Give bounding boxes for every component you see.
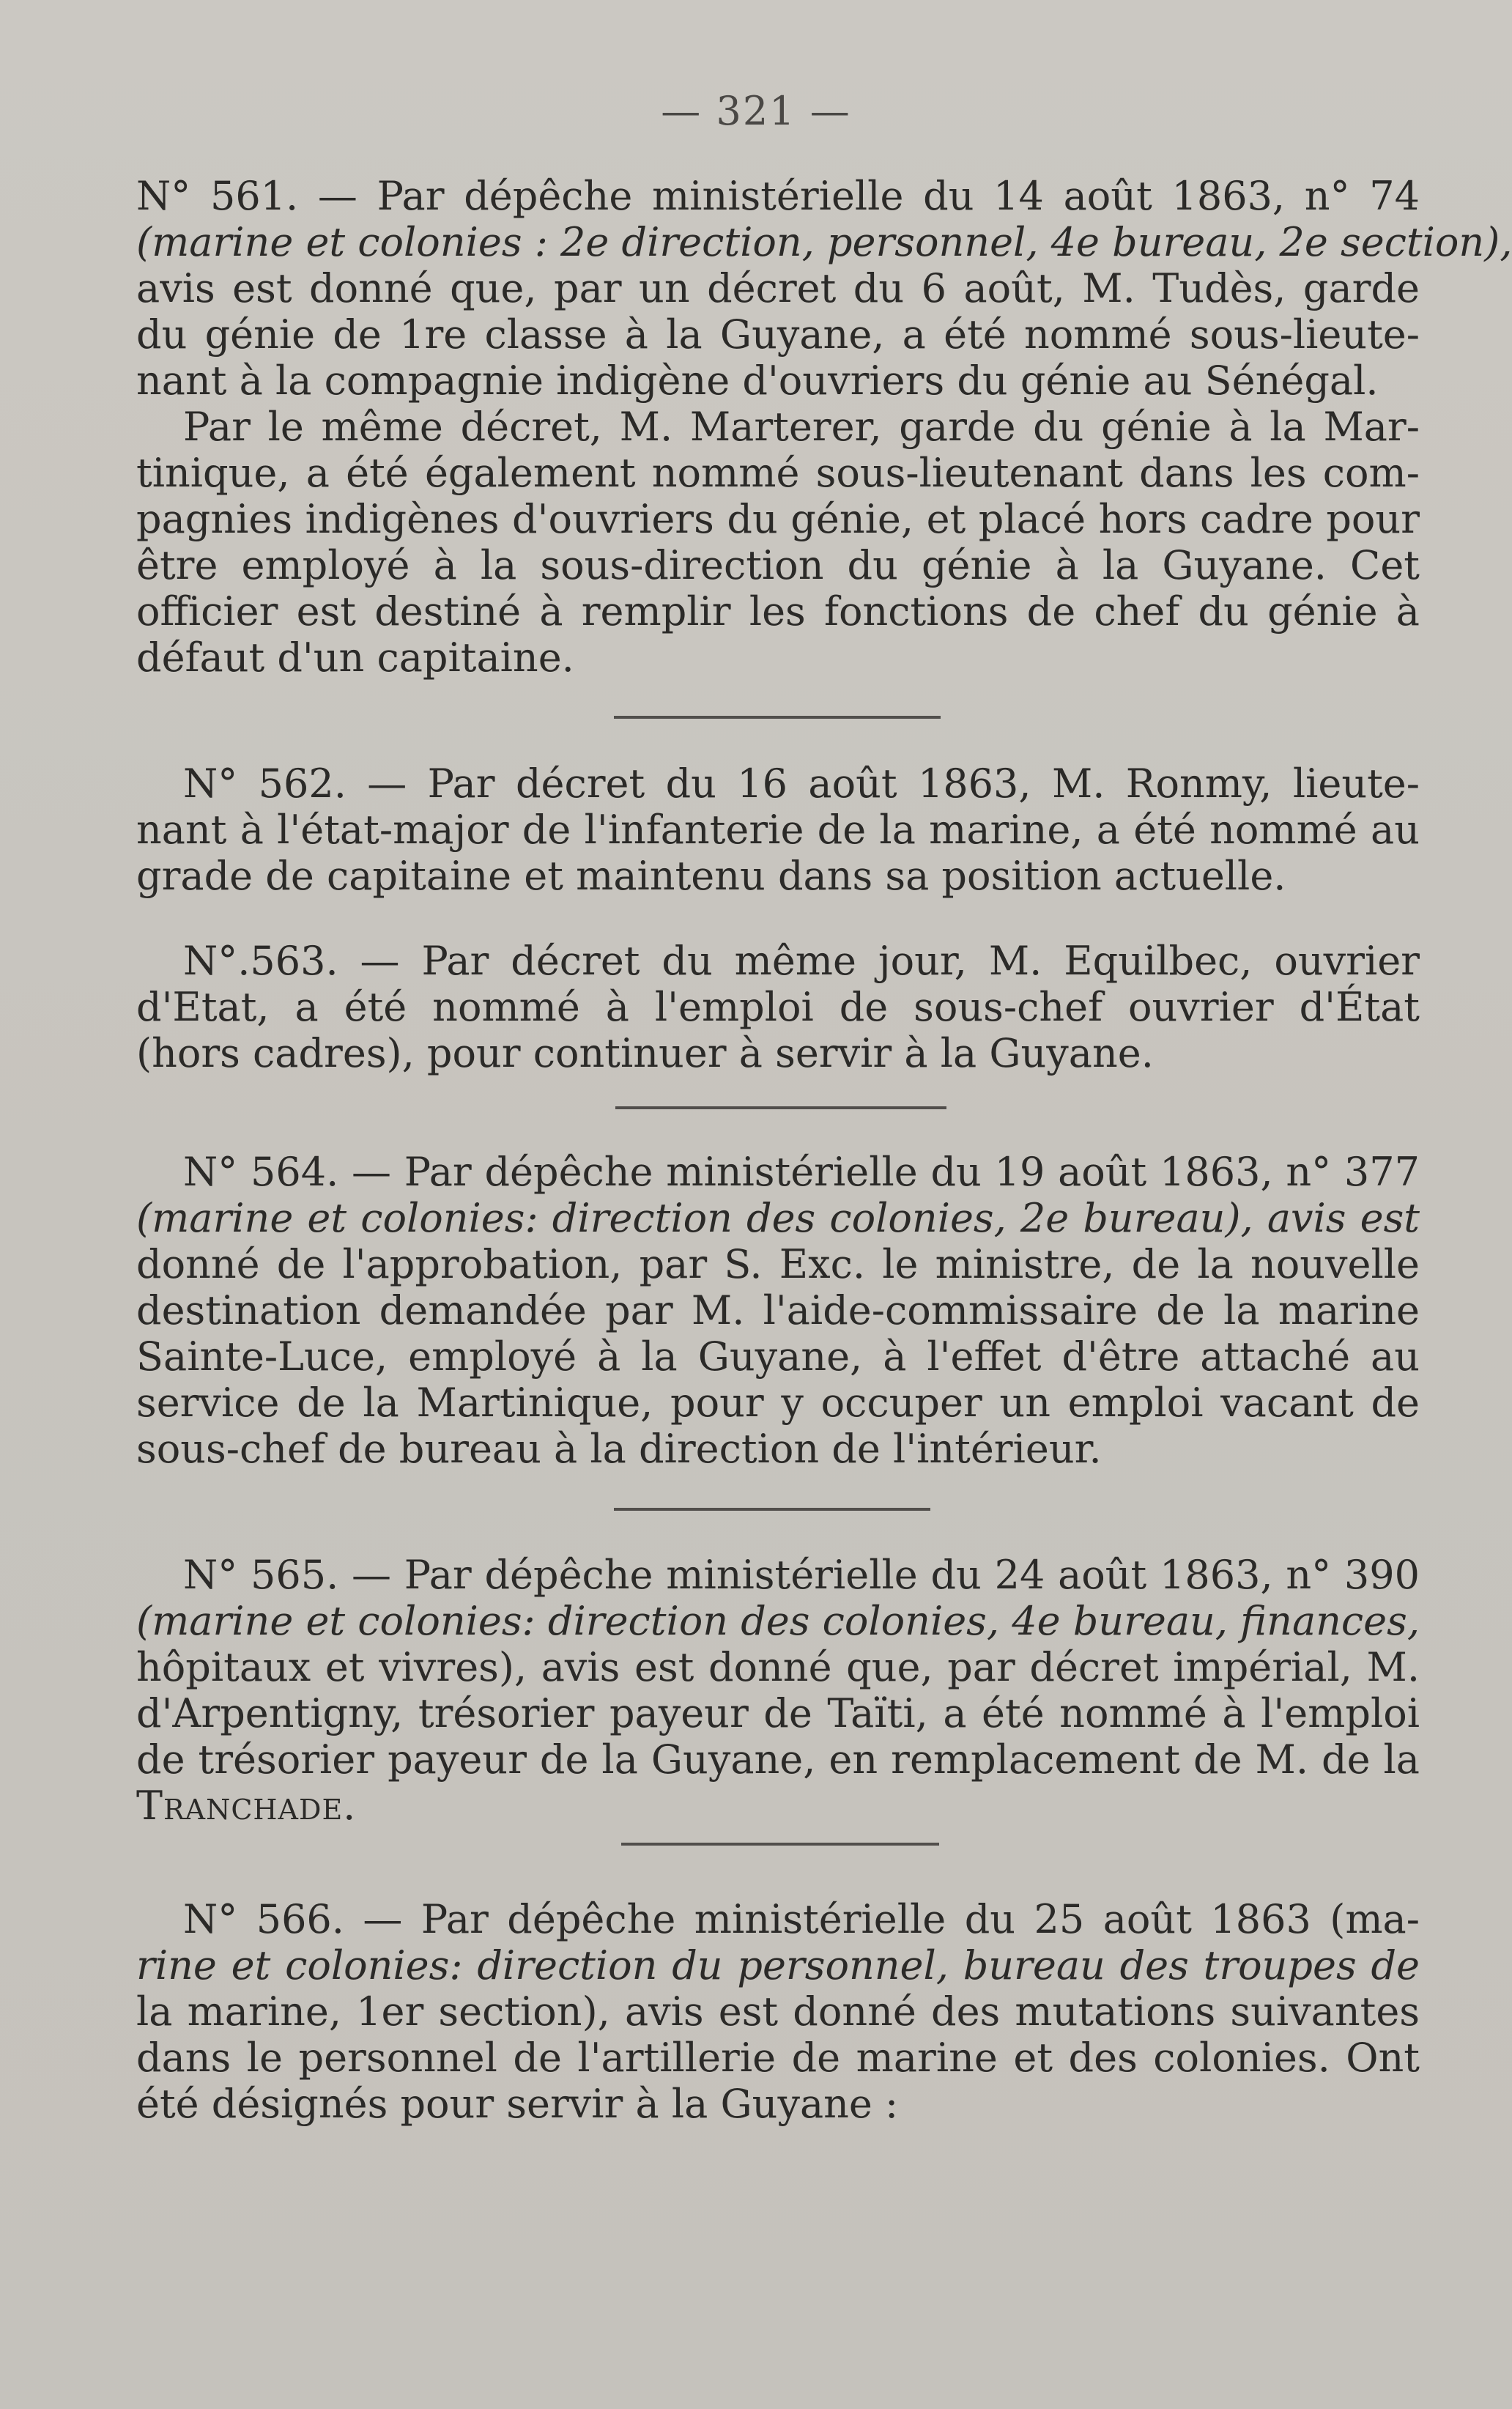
entry-565 — [136, 1552, 1420, 1829]
text-line: N° 561. — Par dépêche ministérielle du 14 août 1863, n° 74 — [136, 173, 1420, 219]
text-line: tinique, a été également nommé sous-lieutenant dans les com- — [136, 450, 1420, 496]
text-line: la marine, 1er section), avis est donné des mutations suivantes — [136, 1988, 1420, 2035]
text-line: d'Etat, a été nommé à l'emploi de sous-chef ouvrier d'État — [136, 984, 1420, 1030]
entry-564 — [136, 1149, 1420, 1472]
entry-561-continued — [136, 404, 1420, 681]
separator-rule — [614, 1508, 930, 1511]
text-line: N° 564. — Par dépêche ministérielle du 19 août 1863, n° 377 — [183, 1149, 1420, 1195]
text-line: N° 562. — Par décret du 16 août 1863, M. Ronmy, lieute- — [183, 761, 1420, 807]
separator-rule — [615, 1106, 946, 1109]
text-line: rine et colonies: direction du personnel, bureau des troupes de — [136, 1942, 1420, 1988]
page-number: — 321 — — [661, 88, 851, 134]
text-line: officier est destiné à remplir les fonctions de chef du génie à — [136, 588, 1420, 634]
text-line: défaut d'un capitaine. — [136, 634, 574, 681]
text-line: Tranchade. — [136, 1783, 357, 1829]
text-line: dans le personnel de l'artillerie de marine et des colonies. Ont — [136, 2035, 1420, 2081]
text-line: hôpitaux et vivres), avis est donné que, par décret impérial, M. — [136, 1644, 1420, 1690]
text-line: Sainte-Luce, employé à la Guyane, à l'effet d'être attaché au — [136, 1333, 1420, 1380]
text-line: (marine et colonies : 2e direction, personnel, 4e bureau, 2e section), — [136, 219, 1512, 265]
text-line: nant à l'état-major de l'infanterie de la marine, a été nommé au — [136, 807, 1420, 853]
text-line: (marine et colonies: direction des colonies, 4e bureau, finances, — [136, 1598, 1420, 1644]
text-line: avis est donné que, par un décret du 6 août, M. Tudès, garde — [136, 265, 1420, 311]
entry-566 — [136, 1896, 1420, 2127]
text-line: été désignés pour servir à la Guyane : — [136, 2081, 899, 2127]
entry-562 — [136, 761, 1420, 899]
text-line: destination demandée par M. l'aide-commissaire de la marine — [136, 1287, 1420, 1333]
entry-563 — [136, 938, 1420, 1076]
text-line: N° 565. — Par dépêche ministérielle du 24 août 1863, n° 390 — [183, 1552, 1420, 1598]
text-line: grade de capitaine et maintenu dans sa position actuelle. — [136, 853, 1286, 899]
text-line: être employé à la sous-direction du génie à la Guyane. Cet — [136, 542, 1420, 588]
text-line: pagnies indigènes d'ouvriers du génie, et placé hors cadre pour — [136, 496, 1420, 542]
text-line: N° 566. — Par dépêche ministérielle du 25 août 1863 (ma- — [183, 1896, 1420, 1942]
text-line: (marine et colonies: direction des colonies, 2e bureau), avis est — [136, 1195, 1420, 1241]
text-line: de trésorier payeur de la Guyane, en remplacement de M. de la — [136, 1736, 1420, 1783]
text-line: donné de l'approbation, par S. Exc. le ministre, de la nouvelle — [136, 1241, 1420, 1287]
entry-561 — [136, 173, 1512, 404]
separator-rule — [614, 716, 941, 719]
text-line: service de la Martinique, pour y occuper un emploi vacant de — [136, 1380, 1420, 1426]
text-line: sous-chef de bureau à la direction de l'intérieur. — [136, 1426, 1102, 1472]
text-line: N°.563. — Par décret du même jour, M. Equilbec, ouvrier — [183, 938, 1420, 984]
text-line: nant à la compagnie indigène d'ouvriers du génie au Sénégal. — [136, 358, 1379, 404]
text-line: (hors cadres), pour continuer à servir à la Guyane. — [136, 1030, 1154, 1076]
text-line: Par le même décret, M. Marterer, garde du génie à la Mar- — [183, 404, 1420, 450]
text-line: d'Arpentigny, trésorier payeur de Taïti, a été nommé à l'emploi — [136, 1690, 1420, 1736]
separator-rule — [621, 1843, 939, 1846]
text-line: du génie de 1re classe à la Guyane, a été nommé sous-lieute- — [136, 311, 1420, 358]
